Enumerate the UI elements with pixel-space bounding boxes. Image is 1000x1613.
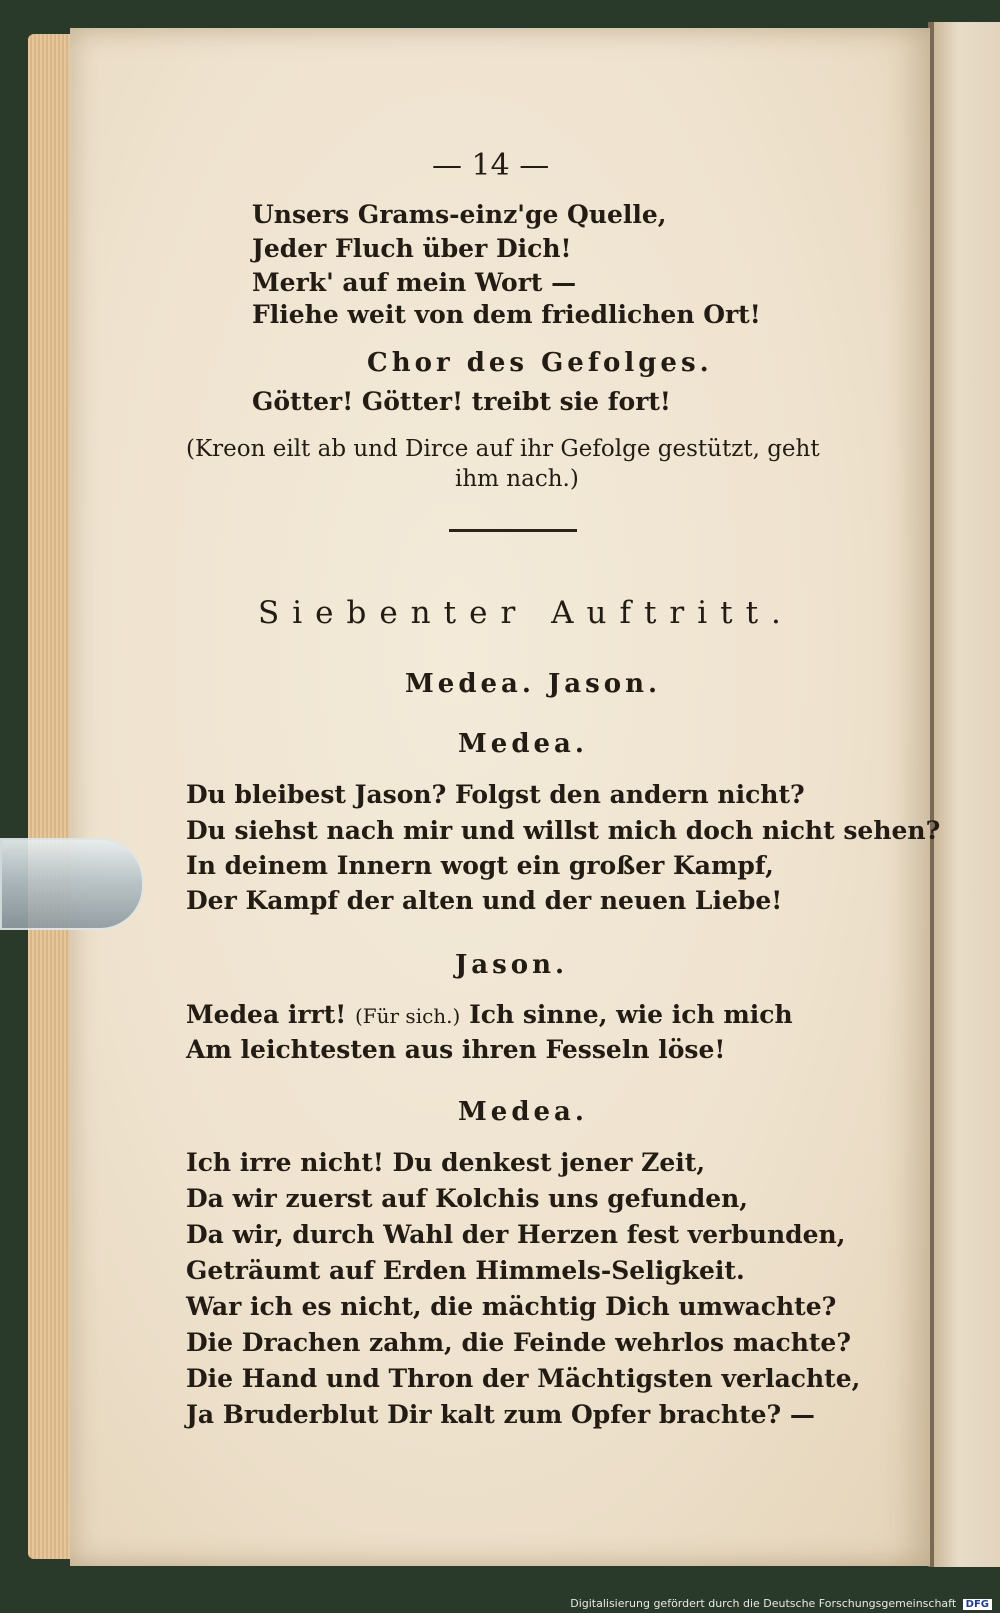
verse-line: Am leichtesten aus ihren Fesseln löse! (186, 1035, 726, 1064)
verse-text: Medea irrt! (186, 1000, 347, 1029)
section-divider (449, 529, 577, 532)
speaker-name: Jason. (455, 950, 569, 980)
verse-line: Unsers Grams-einz'ge Quelle, (252, 200, 667, 229)
verse-line: Die Hand und Thron der Mächtigsten verlachte, (186, 1364, 861, 1393)
verse-line: War ich es nicht, die mächtig Dich umwachte? (186, 1292, 837, 1321)
verse-line: In deinem Innern wogt ein großer Kampf, (186, 851, 774, 880)
stage-direction-line: ihm nach.) (455, 466, 579, 492)
stage-direction-line: (Kreon eilt ab und Dirce auf ihr Gefolge gestützt, geht (186, 436, 820, 462)
dfg-logo: DFG (963, 1599, 992, 1610)
verse-line: Jeder Fluch über Dich! (252, 234, 572, 263)
verse-line: Ich irre nicht! Du denkest jener Zeit, (186, 1148, 706, 1177)
speaker-name: Medea. (458, 729, 588, 759)
verse-line: Du bleibest Jason? Folgst den andern nicht? (186, 780, 805, 809)
page-clip (0, 838, 144, 930)
cast-list: Medea. Jason. (405, 669, 662, 699)
aside-direction: (Für sich.) (354, 1004, 461, 1028)
speaker-name: Medea. (458, 1097, 588, 1127)
facing-page-edge (930, 22, 1000, 1567)
chorus-heading: Chor des Gefolges. (367, 348, 713, 378)
verse-line (186, 1000, 793, 1029)
verse-line: Da wir, durch Wahl der Herzen fest verbunden, (186, 1220, 846, 1249)
scene-title: Siebenter Auftritt. (258, 595, 794, 631)
verse-line: Fliehe weit von dem friedlichen Ort! (252, 300, 761, 329)
verse-line: Ja Bruderblut Dir kalt zum Opfer brachte? — (186, 1400, 815, 1429)
verse-line: Der Kampf der alten und der neuen Liebe! (186, 886, 783, 915)
chorus-line: Götter! Götter! treibt sie fort! (252, 387, 671, 416)
footer-credit (0, 1597, 992, 1610)
page-number: — 14 — (432, 148, 550, 183)
footer-text: Digitalisierung gefördert durch die Deutsche Forschungsgemeinschaft (570, 1597, 957, 1610)
verse-line: Da wir zuerst auf Kolchis uns gefunden, (186, 1184, 748, 1213)
verse-line: Die Drachen zahm, die Feinde wehrlos machte? (186, 1328, 851, 1357)
verse-line: Du siehst nach mir und willst mich doch nicht sehen? (186, 816, 941, 845)
verse-line: Merk' auf mein Wort — (252, 268, 577, 297)
verse-text: Ich sinne, wie ich mich (469, 1000, 793, 1029)
verse-line: Geträumt auf Erden Himmels-Seligkeit. (186, 1256, 745, 1285)
